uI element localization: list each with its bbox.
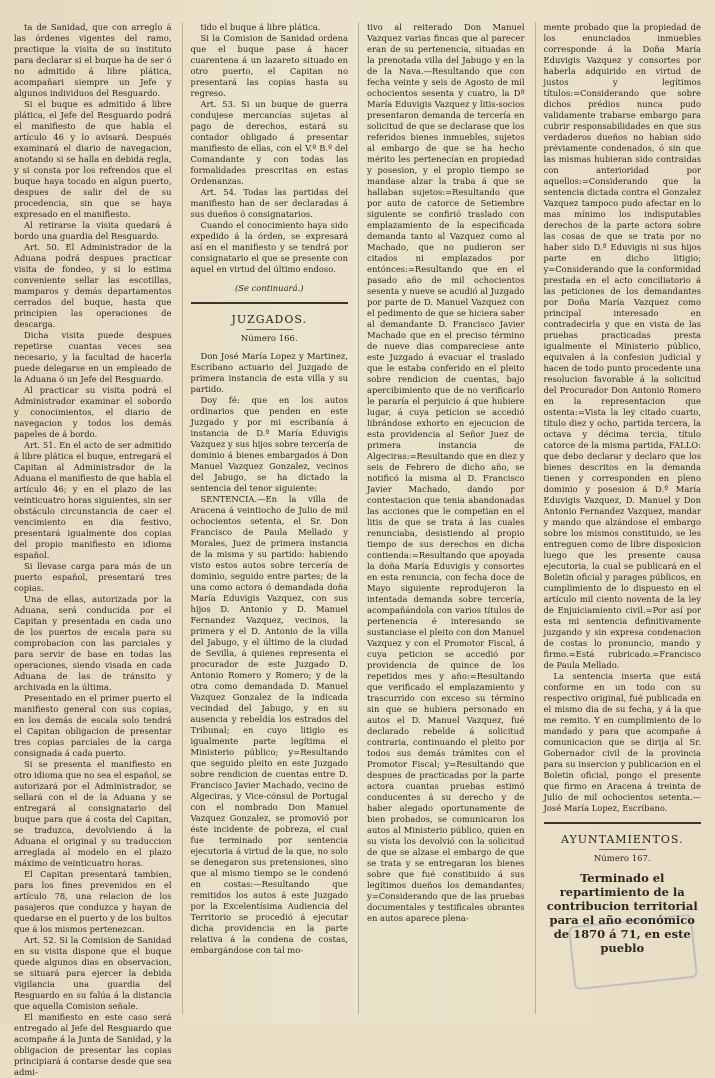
section-title-juzgados: JUZGADOS. xyxy=(231,313,308,326)
notice-number: Número 166. xyxy=(240,334,298,344)
columns xyxy=(14,22,701,1077)
paragraph: mente probado que la propiedad de los enunciados inmuebles corresponde á la Doña María Eduvigis Vazquez y consortes por haberla adquirido en virtud de justos y legítimos títulos:=Considerando que sobre dichos prédios nunca pudo validamente trabarse embargo para cubrir responsabilidades en que sus verdaderos dueños no habian sido préviamente condenados, ó sin que las mismas hubieran sido contraidas con anterioridad por aquellos:=Considerando que la sentencia dictada contra el Gonzalez Vazquez tampoco pudo afectar en lo mas mínimo los indisputables derechos de la parte actora sobre las cosas de que se trata por no haber sido D.ª Eduvigis ni sus hijos parte en dicho litigio; y=Considerando que la conformidad prestada en el acto conciliatorio á las peticiones de los demandantes por Doña María Vazquez como principal interesado en contradecirla y que en vista de las pruebas practicadas presta igualmente el Ministerio público, equivalen á la confesion judicial y hacen de todo punto procedente una resolucion favorable á la solicitud del Procurador Don Antonio Romero en la representacion que ostenta:=Vista la ley citado cuarto, título diez y ocho, partida tercera, la octava y décima tercia, título catorce de la misma partida, FALLO: que debo declarar y declaro que los bienes descritos en la demanda tienen y corresponden en pleno dominio y posesion á D.ª María Eduvigis Vazquez, D. Manuel y Don Antonio Fernandez Vazquez, mandar y mando que alzándose el embargo sobre los mismos constituido, se les entreguen como de libre disposicion luego que les presente causa ejecutoria, la cual se publicará en el Boletin oficial y parages públicos, en cumplimiento de lo dispuesto en el artículo mil ciento noventa de la ley de Enjuiciamiento civil.=Por así por esta mi sentencia definitivamente juzgando y sin expresa condenacion de costas lo pronuncio, mando y firmo.=Está rubricado.=Francisco de Paula Mellado. xyxy=(543,22,701,670)
paragraph: Dicha visita puede despues repetirse cuantas veces sea necesario, y la facultad de hacerla puede delegarse en un empleado de la Aduana ó un Jefe del Resguardo. xyxy=(14,330,172,384)
paragraph: Si se presenta el manifiesto en otro idioma que no sea el español, se autorizará por el Administrador, se sellará con el de la Aduana y se entregará al consignatario del buque para que á costa del Capitan, se traduzca, devolviendo á la Aduana el original y su traduccion arreglada al modelo en el plazo máximo de veinticuatro horas. xyxy=(14,759,172,868)
paragraph: ta de Sanidad, que con arreglo á las órdenes vigentes del ramo, practique la visita de su instituto para declarar si el buque ha de ser ó no admitido á libre plática, acompañari siempre un Jefe y algunos individuos del Resguardo. xyxy=(14,22,172,98)
paragraph: Art. 53. Si un buque de guerra condujese mercancías sujetas al pago de derechos, estará su contador obligado á presentar manifiesto de ellas, con el V.º B.º del Comandante y con todas las formalidades prescritas en estas Ordenanzas. xyxy=(190,99,348,186)
title-underline xyxy=(246,329,293,330)
paragraph: Don José María Lopez y Martinez, Escribano actuario del Juzgado de primera instancia de esta villa y su partido. xyxy=(190,351,348,394)
paragraph: Doy fé: que en los autos ordinarios que penden en este Juzgado y por mi escribanía á instancia de D.ª María Eduvigis Vazquez y sus hijos sobre tercería de dominio á bienes embargados á Don Manuel Vazquez Gonzalez, vecinos del Jabugo, se ha dictado la sentencia del tenor siguiente: xyxy=(190,395,348,493)
paragraph: Si llevase carga para más de un puerto español, presentará tres copias. xyxy=(14,561,172,593)
paragraph: Cuando el conocimiento haya sido expedido á la órden, se expresará así en el manifiesto y se tendrá por consignatario el que se presente con aquel en virtud del último endoso. xyxy=(190,220,348,274)
paragraph: El manifiesto en este caso será entregado al Jefe del Resguardo que acompañe á la Junta de Sanidad, y la obligacion de presentar las copias principiará á contarse desde que sea admi- xyxy=(14,1012,172,1077)
column-4 xyxy=(535,22,702,1014)
section-divider xyxy=(191,302,349,304)
paragraph: Al practicar su visita podrá el Administrador examinar el sobordo y conocimientos, el diario de navegacion y todos los demás papeles de á bordo. xyxy=(14,385,172,439)
notice-heading: Terminado el repartimiento de la contribucion territorial para el año económico de 1870 á 71, en este pueblo xyxy=(546,871,698,955)
paragraph: Si el buque es admitido á libre plática, el Jefe del Resguardo podrá el manifiesto de que habla el artículo 46 y lo avisará. Después examinará el diario de navegacion, anotando si se halla en debida regla, y si consta por los refrendos que el buque haya tocado en algun puerto, despues de salir del de su procedencia, sin que se haya expresado en el manifiesto. xyxy=(14,99,172,219)
paragraph: Una de ellas, autorizada por la Aduana, será conducida por el Capitan y presentada en cada uno de los puertos de escala para su comprobacion con las parciales y para servir de base en todas las operaciones, siendo visada en cada Aduana de las de tránsito y archivada en la última. xyxy=(14,594,172,692)
paragraph: Art. 54. Todas las partidas del manifiesto han de ser declaradas á sus dueños ó consignatarios. xyxy=(190,187,348,219)
paragraph: SENTENCIA.—En la villa de Aracena á veintiocho de Julio de mil ochocientos setenta, el Sr. Don Francisco de Paula Mellado y Morales, Juez de primera instancia de la misma y su partido: habiendo visto estos autos sobre tercería de dominio, seguido entre partes; de la una como actora ó demandada doña María Eduvigis Vazquez, con sus hijos D. Antonio y D. Manuel Fernandez Vazquez, vecinos, la primera y el D. Antonio de la villa del Jabugo, y el último de la ciudad de Sevilla, á quienes representa el procurador de este Juzgado D. Antonio Romero y Romero; y de la otra como demandada D. Manuel Vazquez Gonzalez de la indicada vecindad del Jabugo, y en su ausencia y rebeldía los estrados del Tribunal; en cuyo litigio es igualmente parte legítima el Ministerio público; y=Resultando que seguido pleito en este Juzgado sobre rendicion de cuentas entre D. Francisco Javier Machado, vecino de Algeciras, y Vice-cónsul de Portugal con el nombrado Don Manuel Vazquez Gonzalez, se promovió por éste incidente de pobreza, el cual fue terminado por sentencia ejecutoria á virtud de la que, no solo se denegaron sus pretensiones, sino que al mismo tiempo se le condenó en costas:—Resultando que remitidos los autos á este Juzgado por la Excelentísima Audiencia del Territorio se procedió á ejecutar dicha providencia en la parte relativa á la condena de costas, embargándose con tal mo- xyxy=(190,494,348,955)
paragraph: La sentencia inserta que está conforme en un todo con su respectivo original, fué publicada en el mismo dia de su fecha, y á la que me remito. Y en cumplimiento de lo mandado y para que acompañe á comunicacion que se dirija al Sr. Gobernador civil de la provincia para su insercion y publicacion en el Boletin oficial, pongo el presente que firmo en Aracena á treinta de Julio de mil ochocientos setenta.—José María Lopez, Escribano. xyxy=(543,671,701,813)
paragraph: Si la Comision de Sanidad ordena que el buque pase á hacer cuarentena á un lazareto situado en otro puerto, el Capitan no presentará las copias hasta su regreso. xyxy=(190,33,348,98)
paragraph: El Capitan presentará tambien, para los fines prevenidos en el artículo 78, una relacion de los pasajeros que conduzca y hayan de quedarse en el puerto y de los bultos que á los mismos pertenezcan. xyxy=(14,869,172,934)
column-2 xyxy=(182,22,349,1014)
section-divider xyxy=(544,822,702,824)
paragraph: tido el buque á libre plática. xyxy=(200,22,321,32)
column-1 xyxy=(14,22,172,1077)
paragraph: Al retirarse la visita quedará á bordo una guardia del Resguardo. xyxy=(14,220,172,241)
paragraph: Presentado en el primer puerto el manifiesto general con sus copias, en los demás de escala solo tendrá el Capitan obligacion de presentar tres copias parciales de la carga consignada á cada puerto. xyxy=(14,693,172,758)
paragraph: Art. 51. En el acto de ser admitido á libre plática el buque, entregará el Capitan al Administrador de la Aduana el manifiesto de que habla el artículo 46; y en el plazo de las veinticuatro horas siguientes, sin ser obstáculo circunstancia de caer el vencimiento en dia festivo, presentará igualmente dos copias del propio manifiesto en idioma español. xyxy=(14,440,172,560)
column-3 xyxy=(358,22,525,1014)
notice-number: Número 167. xyxy=(593,854,651,864)
section-title-ayuntamientos: AYUNTAMIENTOS. xyxy=(560,833,684,846)
paragraph: Art. 50. El Administrador de la Aduana podrá despues practicar visita de fondeo, y si lo estima conveniente sellar las escotillas, mamparos y demás departamentos cerrados del buque, hasta que principien las operaciones de descarga. xyxy=(14,242,172,329)
continuation-note: (Se continuará.) xyxy=(234,283,304,293)
library-stamp xyxy=(568,914,698,991)
paragraph: Art. 52. Si la Comision de Sanidad en su visita dispone que el buque quede algunos dias en observacion, se situará para ejercer la debida vigilancia una guardia del Resguardo en su falúa á la distancia que aquella Comision señale. xyxy=(14,935,172,1011)
title-underline xyxy=(599,849,646,850)
paragraph: tivo al reiterado Don Manuel Vazquez varias fincas que al parecer eran de su pertenencia, situadas en la prenotada villa del Jabugo y en la de la Nava.—Resultando que con fecha veinte y seis de Agosto de mil ochocientos sesenta y cuatro, la Dª María Eduvigis Vazquez y litis-socios presentaron demanda de tercería en solicitud de que se declarase que los referidos bienes inmuebles, sujetos al embargo de que se ha hecho mérito les pertenecían en propiedad y posesion, y el propio tiempo se mandase alzar la traba á que se hallaban sujetos:=Resultando que por auto de catorce de Setiembre siguiente se confirió traslado con emplazamiento de la especificada demanda tanto al Vazquez como al Machado, que no pudieron ser citados ni emplazados por entónces:=Resultando que en el pasado año de mil ochocientos sesenta y nueve se acudió al Juzgado por parte de D. Manuel Vazquez con el pedimento de que se hiciera saber al demandante D. Francisco Javier Machado que en el preciso término de nueve dias compareciese ante este Juzgado á evacuar el traslado que le estaba conferido en el pleito sobre rendicion de cuentas, bajo apercibimiento que de no verificarlo le pararía el perjuicio á que hubiere lugar, á cuya peticion se accedió librándose exhorto en ejecucion de esta providencia al Señor Juez de primera instancia de Algeciras:=Resultando que en diez y seis de Febrero de dicho año, se notificó la misma al D. Francisco Javier Machado, dando por contestacion que tenia abandonadas las acciones que le competian en el litis de que se trata á las cuales renunciaba, desistiendo al propio tiempo de sus derechos en dicha contienda:=Resultando que apoyada la doña María Eduvigis y consortes en esta renuncia, con fecha doce de Mayo siguiente reprodujeron la intentada demanda sobre tercería, acompañándola con varios títulos de pertenencia é interesando se sustanciase el pleito con don Manuel Vazquez y con el Promotor Fiscal, á cuya peticion se accedió por providencia de quince de los repetidos mes y año:=Resultando que verificado el emplazamiento y trascurrido con exceso su término sin que se hubiera personado en autos el D. Manuel Vazquez, fué declarado rebelde á solicitud contraria, continuando el pleito por todos sus demás trámites con el Promotor Fiscal; y=Resultando que despues de practicadas por la parte actora cuantas pruebas estimó conducentes á su derecho y de haber alegado oportunamente de bien probados, se comunicaron los autos al Ministerio público, quien en su vista los devolvió con la solicitud de que se alzase el embargo de que se trata y se entregaran los bienes sobre que fué constituido á sus legítimos dueños los demandantes; y=Considerando que de las pruebas documentales y testificales obrantes en autos aparece plena- xyxy=(367,22,525,923)
